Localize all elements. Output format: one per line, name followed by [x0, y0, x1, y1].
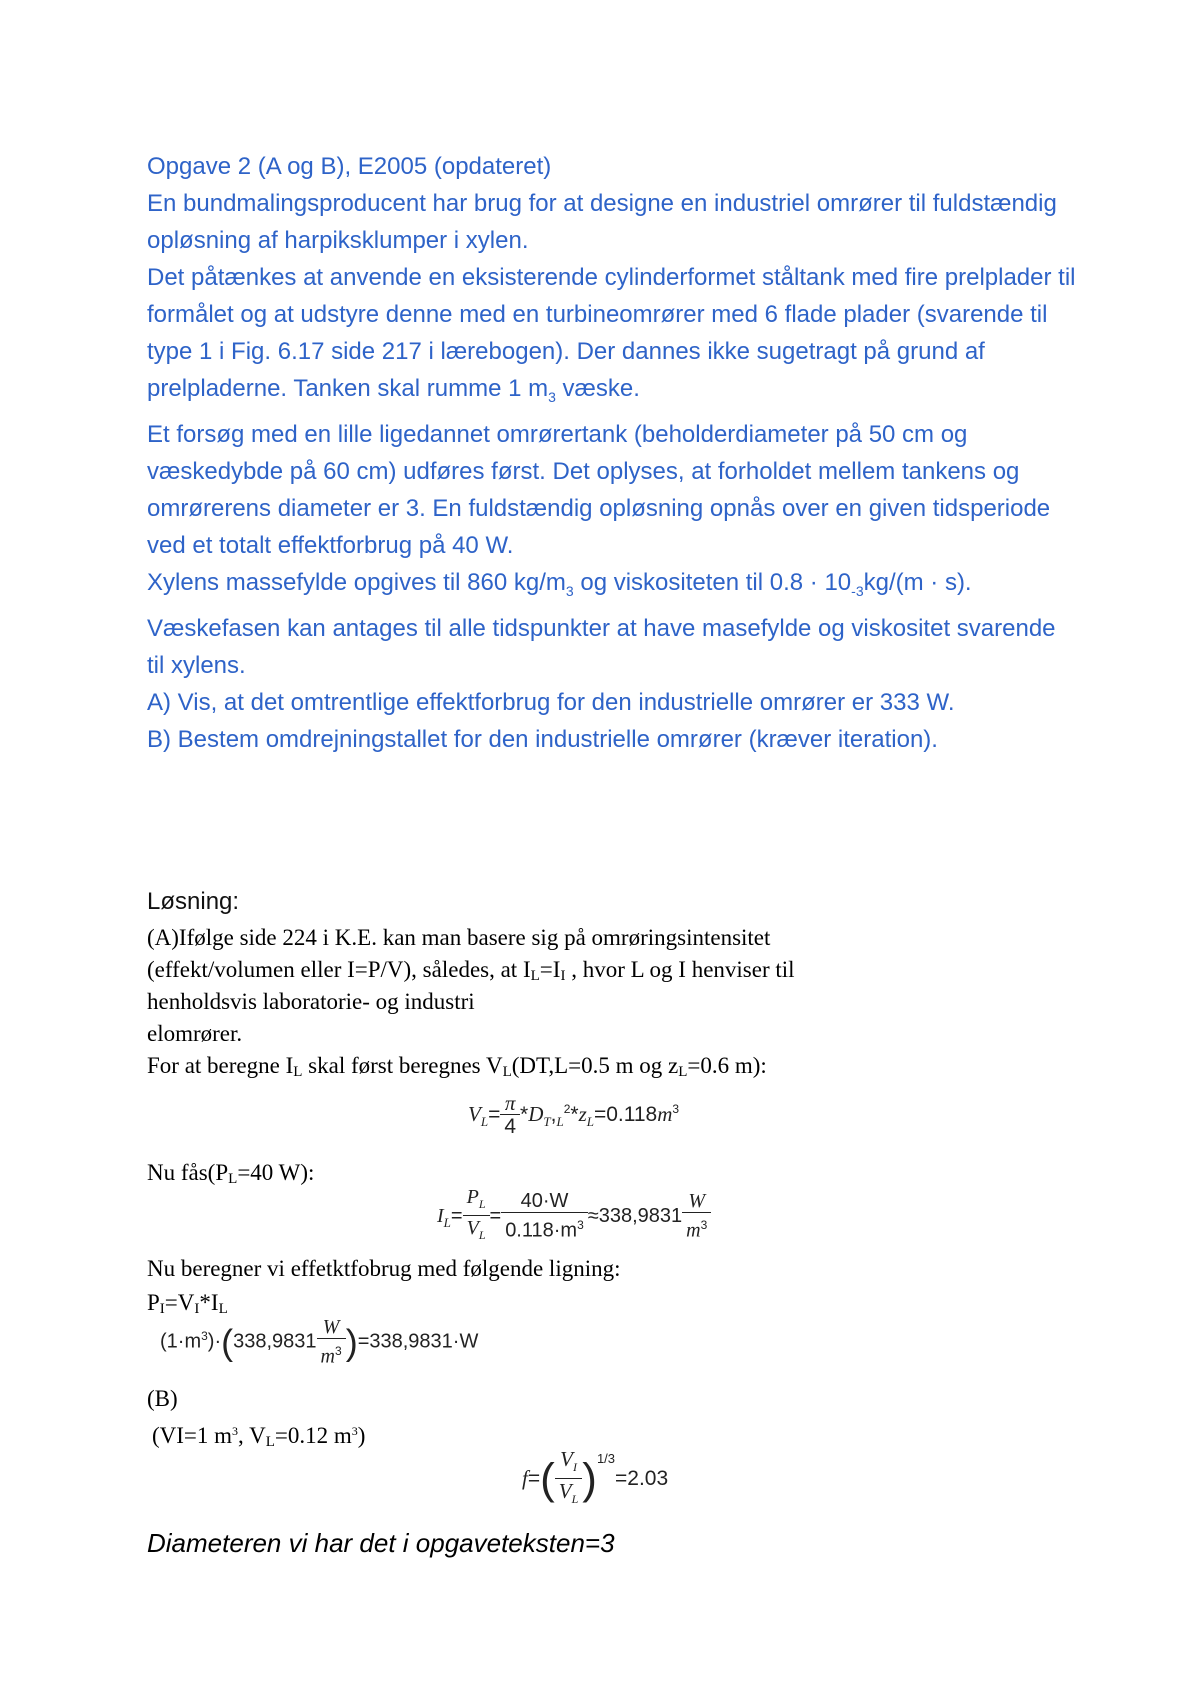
equation-volume: $V_L=$ $\frac{\pi}{4}$ $*D_T,_L^2*z_L=0.118m^3$ — [468, 1091, 680, 1138]
solution-label: Løsning: — [147, 888, 240, 915]
equation-intensity: $I_L=$ $\frac{P_L}{V_L}$ = $\frac{40\cdot W}{0.118\cdot m^3}$ ≈338,9831 $\frac{W}{m^3}$ — [437, 1186, 711, 1247]
task-paragraph-3: Et forsøg med en lille ligedannet omrørertank (beholderdiameter på 50 cm og væskedybde på 60 cm) udføres først. Det oplyses, at forholdet mellem tankens og omrørerens diameter er 3. En fuldstændig opløsning opnås over en given tidsperiode ved et totalt effektforbrug på 40 W. — [147, 420, 1051, 559]
task-paragraph-2: Det påtænkes at anvende en eksisterende cylinderformet ståltank med fire prelplader til formålet og at udstyre denne med en turbineomrører med 6 flade plader (svarende til type 1 i Fig. 6.17 side 217 i lærebogen). Der dannes ikke sugetragt på grund af prelpladerne. Tanken skal rumme 1 $m_3$ væske. — [147, 264, 1076, 405]
final-statement: Diameteren vi har det i opgaveteksten=3 — [147, 1528, 615, 1558]
equation-power: $(1\cdot m^3)\cdot(338,9831$ $\frac{W}{m^3}$ )=338,9831·W — [160, 1316, 479, 1368]
solution-line-nu1: Nu $fås(P_L=40$ W): — [147, 1160, 315, 1187]
solution-line-power: $P_I=V_I*I_L$ — [147, 1290, 228, 1317]
solution-line-a4: elomrører. — [147, 1021, 243, 1046]
question-b: B) Bestem omdrejningstallet for den industrielle omrører (kræver iteration). — [147, 725, 938, 753]
solution-line-a1: (A)Ifølge side 224 i K.E. kan man basere sig på omrøringsintensitet — [147, 925, 771, 950]
solution-b-label: (B) — [147, 1386, 178, 1411]
task-text — [147, 148, 1077, 758]
solution-line-a3: henholdsvis laboratorie- og industri — [147, 989, 475, 1014]
task-paragraph-4: Xylens massefylde opgives til 860 $kg/m_3$ og viskositeten til $0.8 \cdot 10_{-3}kg/(m \cdot s)$. — [147, 568, 972, 599]
task-paragraph-1: En bundmalingsproducent har brug for at designe en industriel omrører til fuldstændig opløsning af harpiksklumper i xylen. — [147, 190, 1057, 254]
solution-line-a5: For at beregne $I_L$ skal først beregnes $V_L(DT,L=0.5$ m og $z_L=0.6$ m): — [147, 1053, 767, 1080]
task-title: Opgave 2 (A og B), E2005 (opdateret) — [147, 153, 552, 180]
solution-line-nu2: Nu beregner vi effetktfobrug med følgende ligning: — [147, 1256, 621, 1281]
solution-line-a2: (effekt/volumen eller I=P/V), således, at $I_L=I_I$ , hvor L og I henviser til — [147, 957, 795, 984]
task-paragraph-5: Væskefasen kan antages til alle tidspunkter at have masefylde og viskositet svarende til xylens. — [147, 614, 1056, 679]
solution-line-b1: (VI=1 $m^3$, $V_L=0.12$ $m^3$) — [152, 1423, 366, 1450]
question-a: A) Vis, at det omtrentlige effektforbrug for den industrielle omrører er 333 W. — [147, 688, 955, 716]
equation-scale-factor: f=( $\frac{V_I}{V_L}$ )$^{1/3}$=2.03 — [522, 1447, 669, 1507]
